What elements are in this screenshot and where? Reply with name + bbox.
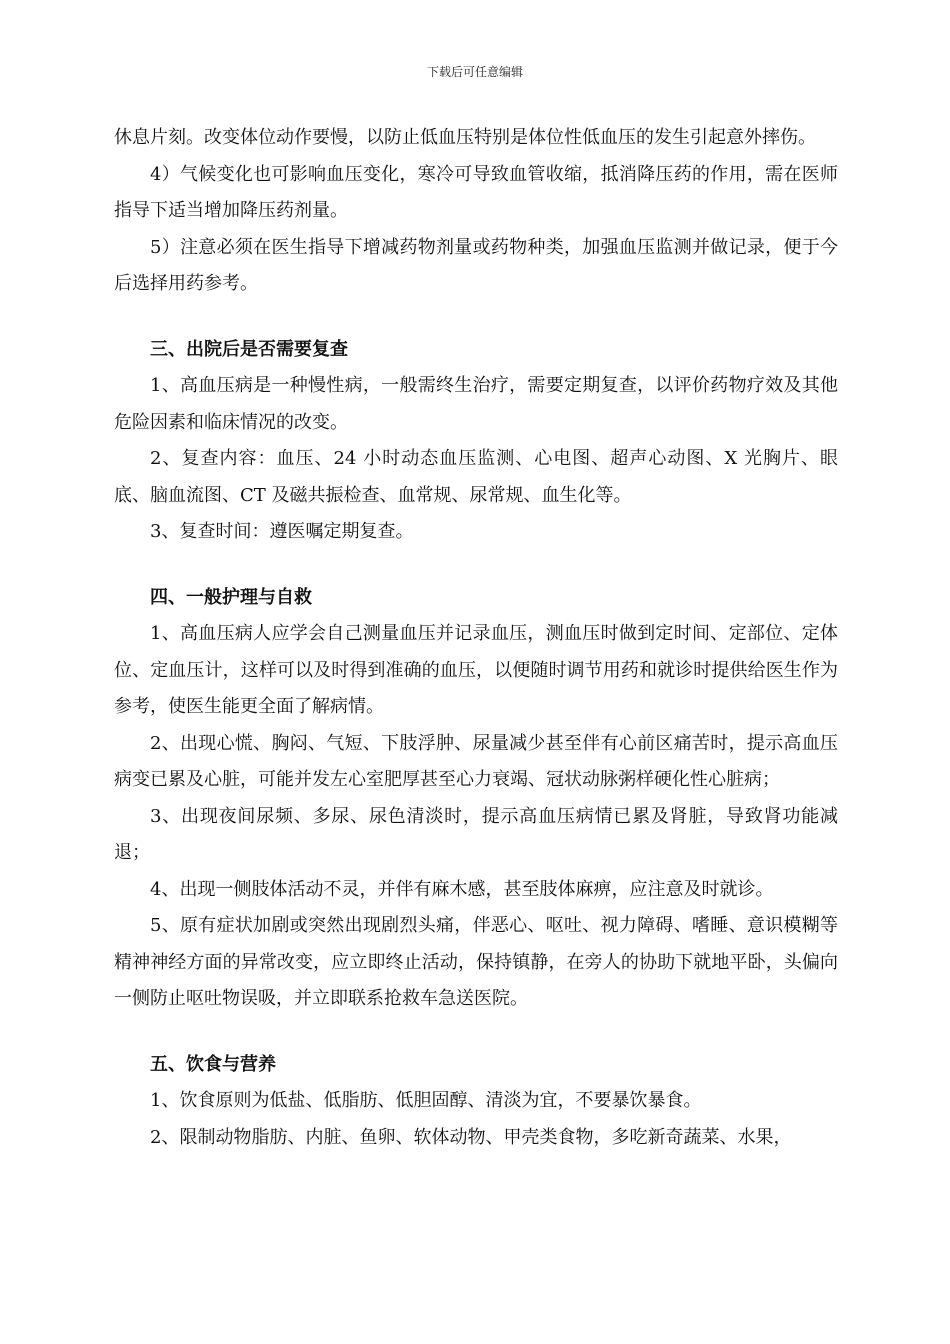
page-header: 下载后可任意编辑 — [426, 65, 523, 79]
paragraph: 1、高血压病人应学会自己测量血压并记录血压，测血压时做到定时间、定部位、定体位、定血压计，这样可以及时得到准确的血压，以便随时调节用药和就诊时提供给医生作为参考，使医生能更全面了解病情。 — [114, 623, 838, 717]
paragraph: 3、出现夜间尿频、多尿、尿色清淡时，提示高血压病情已累及肾脏，导致肾功能减退； — [114, 805, 838, 863]
paragraph: 5、原有症状加剧或突然出现剧烈头痛，伴恶心、呕吐、视力障碍、嗜睡、意识模糊等精神神经方面的异常改变，应立即终止活动，保持镇静，在旁人的协助下就地平卧，头偏向一侧防止呕吐物误吸，并立即联系抢救车急送医院。 — [114, 915, 838, 1009]
section-heading: 五、饮食与营养 — [150, 1053, 276, 1075]
paragraph: 1、饮食原则为低盐、低脂肪、低胆固醇、清淡为宜，不要暴饮暴食。 — [150, 1090, 702, 1111]
section-heading: 三、出院后是否需要复查 — [150, 338, 348, 360]
paragraph: 2、限制动物脂肪、内脏、鱼卵、软体动物、甲壳类食物，多吃新奇蔬菜、水果， — [150, 1126, 792, 1148]
paragraph: 5）注意必须在医生指导下增减药物剂量或药物种类，加强血压监测并做记录，便于今后选择用药参考。 — [114, 236, 838, 294]
paragraph: 1、高血压病是一种慢性病，一般需终生治疗，需要定期复查，以评价药物疗效及其他危险因素和临床情况的改变。 — [114, 375, 838, 433]
paragraph: 3、复查时间：遵医嘱定期复查。 — [150, 521, 414, 542]
paragraph: 4、出现一侧肢体活动不灵，并伴有麻木感，甚至肢体麻痹，应注意及时就诊。 — [150, 878, 774, 900]
document-body — [114, 120, 838, 1156]
paragraph: 2、复查内容：血压、24 小时动态血压监测、心电图、超声心动图、X 光胸片、眼底、脑血流图、CT 及磁共振检查、血常规、尿常规、血生化等。 — [114, 448, 838, 506]
paragraph: 休息片刻。改变体位动作要慢，以防止低血压特别是体位性低血压的发生引起意外摔伤。 — [114, 127, 816, 148]
paragraph: 4）气候变化也可影响血压变化，寒冷可导致血管收缩，抵消降压药的作用，需在医师指导下适当增加降压药剂量。 — [114, 163, 838, 221]
paragraph: 2、出现心慌、胸闷、气短、下肢浮肿、尿量减少甚至伴有心前区痛苦时，提示高血压病变已累及心脏，可能并发左心室肥厚甚至心力衰竭、冠状动脉粥样硬化性心脏病； — [114, 732, 838, 790]
section-heading: 四、一般护理与自救 — [150, 586, 312, 608]
